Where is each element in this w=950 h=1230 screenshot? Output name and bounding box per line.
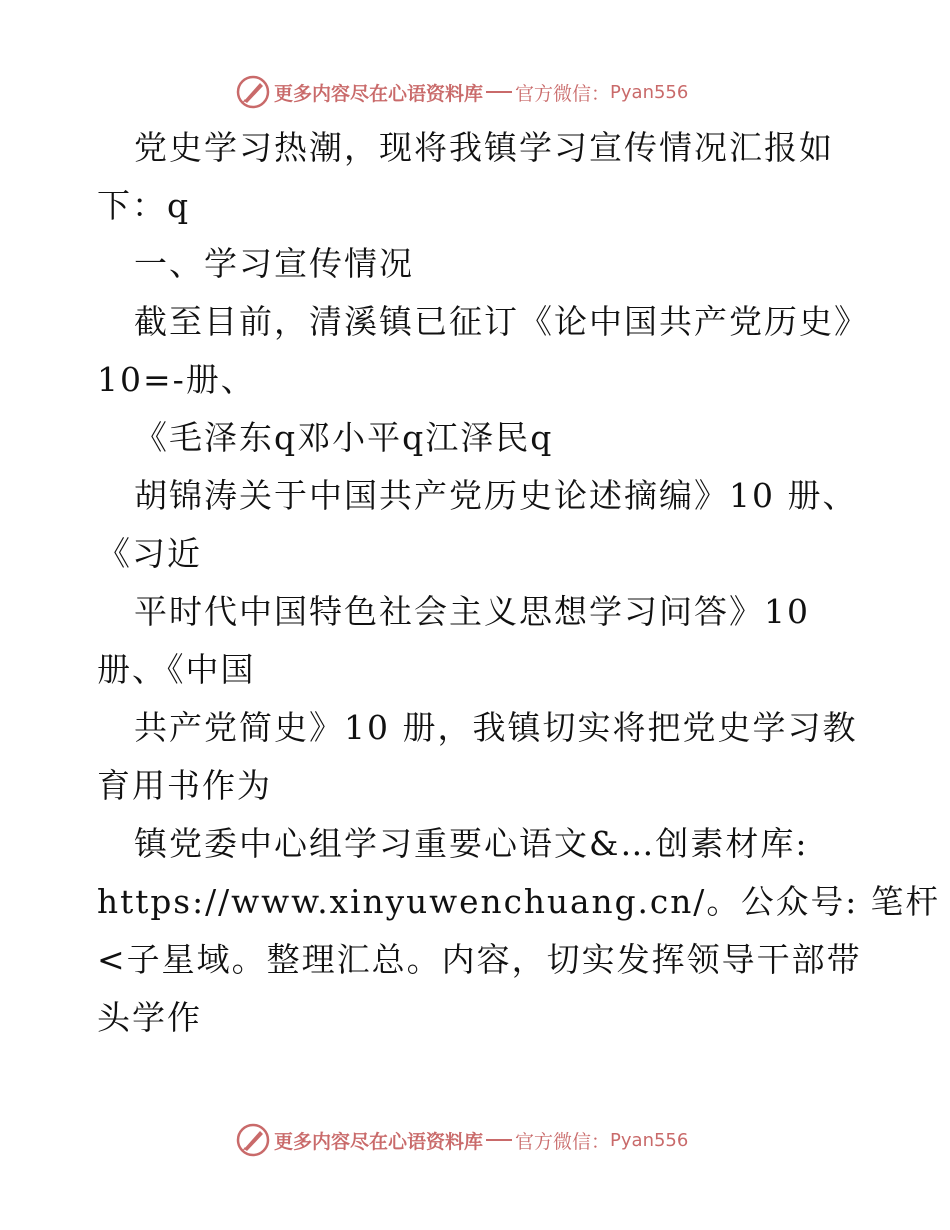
body-line-url: https://www.xinyuwenchuang.cn/。公众号: 笔杆 (97, 882, 941, 921)
body-line: 册、《中国 (97, 650, 256, 689)
body-line: 共产党简史》10 册，我镇切实将把党史学习教 (134, 708, 858, 747)
body-line: 《毛泽东q邓小平q江泽民q (134, 418, 554, 457)
banner-dash (486, 1139, 512, 1141)
banner-brand-text: 更多内容尽在心语资料库 (274, 82, 484, 105)
banner-wechat-id: Pyan556 (610, 1129, 689, 1151)
banner-dash (486, 91, 512, 93)
body-line: 下：q (97, 186, 191, 225)
body-line: 党史学习热潮，现将我镇学习宣传情况汇报如 (134, 128, 834, 167)
quill-pen-circle-icon (236, 75, 270, 109)
body-line: 截至目前，清溪镇已征订《论中国共产党历史》 (134, 302, 869, 341)
header-banner (236, 72, 716, 112)
body-line: 10=-册、 (97, 360, 256, 399)
quill-pen-circle-icon (236, 1123, 270, 1157)
banner-brand-text: 更多内容尽在心语资料库 (274, 1130, 484, 1153)
body-line: 《习近 (97, 534, 202, 573)
body-line: 平时代中国特色社会主义思想学习问答》10 (134, 592, 810, 631)
body-line: 胡锦涛关于中国共产党历史论述摘编》10 册、 (134, 476, 858, 515)
body-line: 头学作 (97, 998, 202, 1037)
section-heading: 一、学习宣传情况 (134, 244, 414, 283)
banner-wechat-label: 官方微信： (515, 1130, 611, 1153)
body-line: <子星域。整理汇总。内容，切实发挥领导干部带 (97, 940, 862, 979)
banner-wechat-label: 官方微信： (515, 82, 611, 105)
body-line: 镇党委中心组学习重要心语文&…创素材库: (134, 824, 809, 863)
banner-wechat-id: Pyan556 (610, 81, 689, 103)
footer-banner (236, 1120, 716, 1160)
body-line: 育用书作为 (97, 766, 272, 805)
